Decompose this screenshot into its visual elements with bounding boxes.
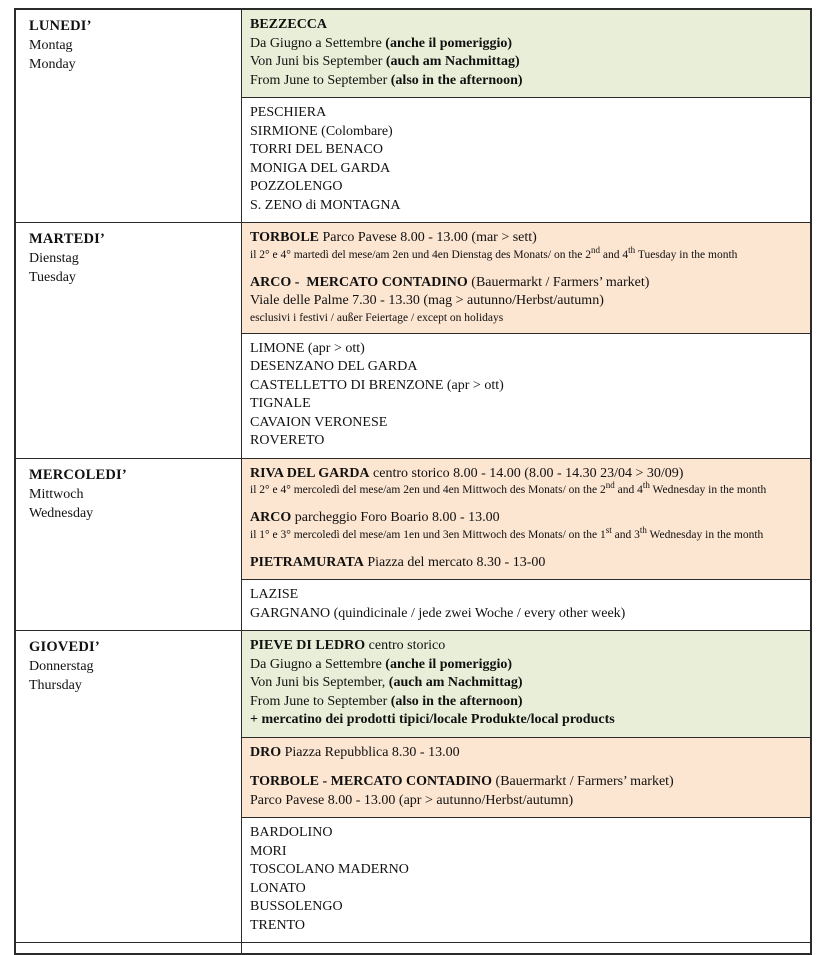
text-line <box>250 843 802 862</box>
day-label-it: GIOVEDI’ <box>29 639 100 655</box>
text-segment: parcheggio Foro Boario 8.00 - 13.00 <box>291 510 500 525</box>
text-line <box>250 861 802 880</box>
market-entry <box>250 465 802 499</box>
text-segment: POZZOLENGO <box>250 179 343 194</box>
text-segment: + mercatino dei prodotti tipici/locale Produkte/local products <box>250 712 615 727</box>
market-section-peach <box>242 223 810 334</box>
text-segment: (Bauermarkt / Farmers’ market) <box>492 774 674 789</box>
text-segment: S. ZENO di MONTAGNA <box>250 197 401 213</box>
text-segment: ARCO <box>250 510 292 525</box>
market-entry <box>250 744 802 763</box>
text-segment: Da Giugno a Settembre <box>250 656 386 672</box>
text-segment: Piazza del mercato 8.30 - 13-00 <box>363 554 546 570</box>
text-segment: CAVAION VERONESE <box>250 414 388 430</box>
day-label-it: MERCOLEDI’ <box>29 466 127 483</box>
text-segment: esclusivi i festivi / außer Feiertage / except on holidays <box>250 311 504 324</box>
text-segment: From June to September <box>250 72 391 88</box>
text-segment: LAZISE <box>250 587 299 602</box>
text-line <box>250 586 802 605</box>
text-segment: RIVA DEL GARDA <box>250 465 370 481</box>
text-segment: Parco Pavese 8.00 - 13.00 (apr > autunno/Herbst/autumn) <box>250 792 574 808</box>
text-segment: centro storico 8.00 - 14.00 (8.00 - 14.30 23/04 > 30/09) <box>369 465 684 481</box>
text-line <box>250 274 802 293</box>
market-entry <box>250 274 802 326</box>
text-segment: (auch am Nachmittag) <box>388 675 523 690</box>
day-row-thursday <box>16 631 810 943</box>
text-segment: nd <box>605 480 615 491</box>
text-line <box>250 674 802 693</box>
text-line <box>250 792 802 811</box>
day-row-tuesday <box>16 223 810 459</box>
day-cell-wednesday <box>16 459 242 631</box>
day-label-it: MARTEDI’ <box>29 231 106 247</box>
text-line <box>250 53 802 72</box>
text-line <box>250 465 802 484</box>
text-line <box>250 656 802 675</box>
text-segment: TORRI DEL BENACO <box>250 142 383 157</box>
text-segment: MONIGA DEL GARDA <box>250 160 391 176</box>
text-line <box>250 432 802 451</box>
text-line <box>250 123 802 142</box>
text-segment: Da Giugno a Settembre <box>250 35 386 51</box>
text-line <box>250 744 802 763</box>
market-section-peach <box>242 459 810 581</box>
day-label-en: Thursday <box>29 678 82 693</box>
text-line <box>250 358 802 377</box>
text-segment: LIMONE (apr > ott) <box>250 340 365 356</box>
text-segment: th <box>642 480 650 491</box>
text-segment: Wednesday in the month <box>646 528 764 541</box>
day-row-monday <box>16 10 810 223</box>
text-segment: il 1° e 3° mercoledì del mese/am 1en und 3en Mittwoch des Monats/ on the 1 <box>250 528 606 541</box>
day-label-de: Dienstag <box>29 251 79 266</box>
market-entry <box>250 586 802 623</box>
market-entry <box>250 509 802 543</box>
text-segment: ARCO - MERCATO CONTADINO <box>250 274 468 290</box>
text-segment: BARDOLINO <box>250 825 333 840</box>
text-segment: DESENZANO DEL GARDA <box>250 359 418 374</box>
text-segment: PIEVE DI LEDRO <box>250 638 366 653</box>
text-segment: Von Juni bis September <box>250 54 386 69</box>
text-line <box>250 377 802 396</box>
day-label-en: Wednesday <box>29 505 94 521</box>
text-segment: GARGNANO (quindicinale / jede zwei Woche / every other week) <box>250 605 626 621</box>
text-segment: Von Juni bis September, <box>250 675 389 690</box>
text-segment: il 2° e 4° martedì del mese/am 2en und 4en Dienstag des Monats/ on the 2 <box>250 248 592 261</box>
text-segment: TIGNALE <box>250 396 311 411</box>
text-segment: From June to September <box>250 693 391 709</box>
partial-row-cutoff <box>16 943 810 953</box>
text-line <box>250 395 802 414</box>
day-label-de: Donnerstag <box>29 659 94 674</box>
text-segment: PIETRAMURATA <box>250 554 364 570</box>
text-segment: and 4 <box>600 248 629 261</box>
text-segment: th <box>639 524 647 535</box>
market-entry <box>250 340 802 451</box>
text-line <box>250 637 802 656</box>
text-line <box>250 480 802 498</box>
text-segment: PESCHIERA <box>250 105 327 120</box>
market-entry <box>250 773 802 810</box>
day-cell-thursday <box>16 631 242 942</box>
text-segment: centro storico <box>365 638 446 653</box>
day-cell-empty <box>16 943 242 953</box>
text-line <box>250 509 802 528</box>
day-cell-monday <box>16 10 242 222</box>
text-segment: TORBOLE - MERCATO CONTADINO <box>250 774 493 789</box>
day-label-de: Montag <box>29 38 73 53</box>
text-line <box>250 340 802 359</box>
text-segment: CASTELLETTO DI BRENZONE (apr > ott) <box>250 377 504 393</box>
text-segment: and 3 <box>611 528 640 541</box>
text-line <box>250 693 802 712</box>
market-section-plain <box>242 334 810 458</box>
text-segment: SIRMIONE (Colombare) <box>250 123 393 139</box>
text-segment: TORBOLE <box>250 230 319 245</box>
text-line <box>250 898 802 917</box>
text-segment: Wednesday in the month <box>649 484 767 496</box>
day-sections <box>242 459 810 631</box>
text-line <box>250 880 802 899</box>
day-label-it: LUNEDI’ <box>29 18 92 34</box>
text-line <box>250 311 802 326</box>
text-line <box>250 824 802 843</box>
text-line <box>250 104 802 123</box>
text-line <box>250 197 802 216</box>
text-line <box>250 605 802 624</box>
text-line <box>250 244 802 263</box>
market-section-plain <box>242 818 810 942</box>
day-sections-empty <box>242 943 810 953</box>
text-line <box>250 524 802 543</box>
text-segment: (also in the afternoon) <box>390 72 523 88</box>
text-segment: DRO <box>250 744 282 760</box>
text-segment: ROVERETO <box>250 433 325 448</box>
market-section-peach <box>242 738 810 819</box>
text-line <box>250 414 802 433</box>
market-entry <box>250 104 802 215</box>
text-segment: BUSSOLENGO <box>250 899 343 914</box>
text-segment: TRENTO <box>250 917 305 933</box>
text-line <box>250 229 802 248</box>
text-line <box>250 292 802 311</box>
text-line <box>250 16 802 35</box>
text-segment: th <box>628 244 636 255</box>
text-line <box>250 773 802 792</box>
text-segment: (also in the afternoon) <box>390 693 523 709</box>
text-line <box>250 917 802 936</box>
market-section-plain <box>242 98 810 222</box>
market-schedule-table <box>14 8 812 955</box>
day-cell-tuesday <box>16 223 242 458</box>
text-segment: (auch am Nachmittag) <box>385 54 520 69</box>
text-line <box>250 554 802 573</box>
day-sections <box>242 10 810 222</box>
text-line <box>250 160 802 179</box>
text-segment: BEZZECCA <box>250 17 328 32</box>
text-segment: (anche il pomeriggio) <box>385 35 513 51</box>
market-entry <box>250 16 802 90</box>
text-segment: MORI <box>250 843 287 859</box>
day-sections <box>242 223 810 458</box>
market-section-plain <box>242 580 810 630</box>
market-section-green <box>242 10 810 98</box>
day-sections <box>242 631 810 942</box>
market-entry <box>250 229 802 263</box>
text-segment: and 4 <box>614 484 643 496</box>
market-section-green <box>242 631 810 738</box>
market-entry <box>250 637 802 730</box>
text-segment: Tuesday in the month <box>635 248 738 261</box>
day-label-en: Tuesday <box>29 270 76 285</box>
text-segment: st <box>605 524 612 535</box>
text-line <box>250 178 802 197</box>
text-segment: il 2° e 4° mercoledì del mese/am 2en und 4en Mittwoch des Monats/ on the 2 <box>250 484 606 496</box>
text-segment: Parco Pavese 8.00 - 13.00 (mar > sett) <box>319 230 537 245</box>
text-line <box>250 35 802 54</box>
text-segment: (anche il pomeriggio) <box>385 656 513 672</box>
text-segment: TOSCOLANO MADERNO <box>250 862 409 877</box>
text-segment: LONATO <box>250 880 306 896</box>
text-segment: nd <box>591 244 601 255</box>
text-segment: Piazza Repubblica 8.30 - 13.00 <box>281 744 460 760</box>
text-line <box>250 141 802 160</box>
day-label-de: Mittwoch <box>29 486 84 502</box>
text-line <box>250 711 802 730</box>
market-entry <box>250 824 802 935</box>
text-line <box>250 72 802 91</box>
text-segment: Viale delle Palme 7.30 - 13.30 (mag > autunno/Herbst/autumn) <box>250 293 604 308</box>
day-row-wednesday <box>16 459 810 632</box>
day-label-en: Monday <box>29 57 76 72</box>
text-segment: (Bauermarkt / Farmers’ market) <box>467 274 650 290</box>
market-entry <box>250 554 802 573</box>
